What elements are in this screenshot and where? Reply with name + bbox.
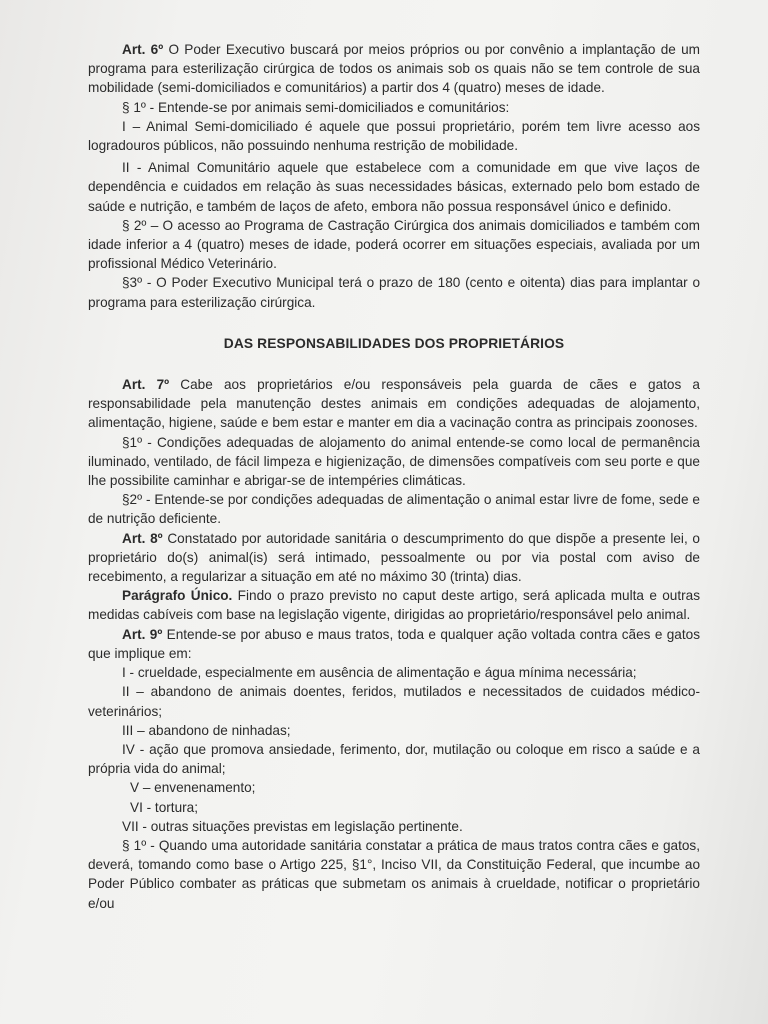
art8-sole-text: Findo o prazo previsto no caput deste artigo, será aplicada multa e outras medidas cabíveis com base na legislação vigente, dirigidas ao proprietário/responsável pelo animal. (88, 588, 700, 623)
art9-item-iv: IV - ação que promova ansiedade, ferimento, dor, mutilação ou coloque em risco a saúde e a própria vida do animal; (88, 741, 700, 777)
art8-sole-label: Parágrafo Único. (122, 588, 233, 604)
art9-item-ii: II – abandono de animais doentes, feridos, mutilados e necessitados de cuidados médico-veterinários; (88, 684, 700, 719)
art9-item-iii: III – abandono de ninhadas; (122, 722, 291, 738)
art6-par2: § 2º – O acesso ao Programa de Castração Cirúrgica dos animais domiciliados e também com idade inferior a 4 (quatro) meses de idade, poderá ocorrer em situações especiais, avaliada por um profissional Médico Veterinário. (88, 217, 700, 272)
section-heading: DAS RESPONSABILIDADES DOS PROPRIETÁRIOS (223, 335, 565, 351)
art6-par3: §3º - O Poder Executivo Municipal terá o prazo de 180 (cento e oitenta) dias para implantar o programa para esterilização cirúrgica. (88, 275, 700, 310)
art6-label: Art. 6º (122, 42, 164, 57)
art8-label: Art. 8º (122, 530, 163, 546)
art7-par2: §2º - Entende-se por condições adequadas de alimentação o animal estar livre de fome, sede e de nutrição deficiente. (88, 492, 700, 527)
art8-sole-paragraph (88, 586, 700, 624)
art6-item-ii: II - Animal Comunitário aquele que estabelece com a comunidade em que vive laços de dependência e cuidados em relação às suas necessidades básicas, externado pelo bom estado de saúde e nutrição, e também de laços de afeto, embora não possua responsável único e definido. (88, 160, 700, 214)
art9-item-v: V – envenenamento; (130, 780, 256, 796)
art9-paragraph (88, 625, 700, 663)
art9-item-i: I - crueldade, especialmente em ausência de alimentação e água mínima necessária; (122, 665, 637, 681)
art7-par1: §1º - Condições adequadas de alojamento do animal entende-se como local de permanência iluminado, ventilado, de fácil limpeza e higienização, de dimensões compatíveis com seu porte e que lhe possibilite caminhar e abrigar-se de intempéries climáticas. (88, 434, 700, 489)
art9-text: Entende-se por abuso e maus tratos, toda e qualquer ação voltada contra cães e gatos que implique em: (88, 626, 700, 661)
art7-paragraph (88, 375, 700, 433)
art9-label: Art. 9º (122, 626, 163, 642)
document-body (88, 40, 700, 913)
art8-paragraph (88, 529, 700, 587)
art6-par1: § 1º - Entende-se por animais semi-domiciliados e comunitários: (122, 99, 510, 115)
art7-text: Cabe aos proprietários e/ou responsáveis pela guarda de cães e gatos a responsabilidade pela manutenção destes animais em condições adequadas de alojamento, alimentação, higiene, saúde e bem estar e manter em dia a vacinação contra as principais zoonoses. (88, 377, 700, 431)
art6-item-i: I – Animal Semi-domiciliado é aquele que possui proprietário, porém tem livre acesso aos logradouros públicos, não possuindo nenhuma restrição de mobilidade. (88, 118, 700, 154)
art9-par1: § 1º - Quando uma autoridade sanitária constatar a prática de maus tratos contra cães e gatos, deverá, tomando como base o Artigo 225, §1°, Inciso VII, da Constituição Federal, que incumbe ao Poder Público combater as práticas que submetam os animais à crueldade, notificar o proprietário e/ou (88, 837, 700, 911)
art9-item-vi: VI - tortura; (130, 799, 198, 815)
art6-paragraph (88, 40, 700, 98)
art6-text: O Poder Executivo buscará por meios próprios ou por convênio a implantação de um programa para esterilização cirúrgica de todos os animais sob os quais não se tem controle de sua mobilidade (semi-domiciliados e comunitários) a partir dos 4 (quatro) meses de idade. (88, 42, 700, 96)
art9-item-vii: VII - outras situações previstas em legislação pertinente. (122, 818, 463, 834)
art8-text: Constatado por autoridade sanitária o descumprimento do que dispõe a presente lei, o proprietário do(s) animal(is) será intimado, pessoalmente ou por via postal com aviso de recebimento, a regularizar a situação em até no máximo 30 (trinta) dias. (88, 530, 700, 585)
art7-label: Art. 7º (122, 377, 170, 393)
